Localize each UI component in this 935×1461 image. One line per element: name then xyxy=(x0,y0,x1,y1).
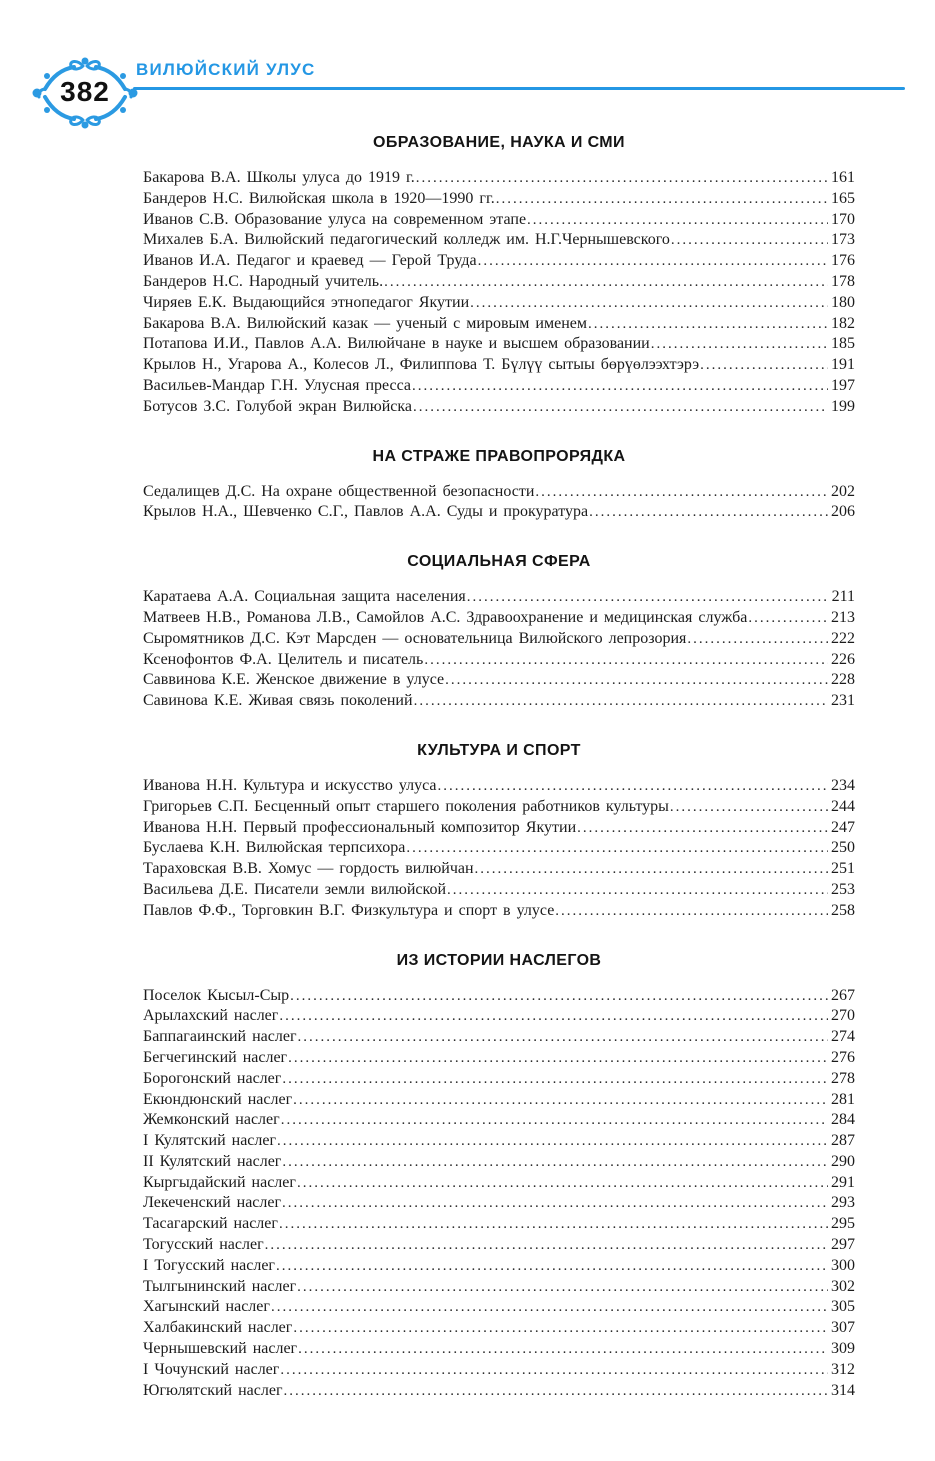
toc-entry xyxy=(143,1339,855,1360)
toc-entry-title: II Кулятский наслег xyxy=(143,1152,282,1170)
toc-entry xyxy=(143,859,855,880)
dot-leader xyxy=(282,1193,828,1214)
toc-entry-title: Седалищев Д.С. На охране общественной безопасности xyxy=(143,482,535,500)
toc-entry xyxy=(143,818,855,839)
toc-entry-page: 165 xyxy=(831,189,855,207)
toc-entry-title: Иванов С.В. Образование улуса на современном этапе xyxy=(143,210,527,228)
toc-entry-title: Сыромятников Д.С. Кэт Марсден — основательница Вилюйского лепрозория xyxy=(143,629,687,647)
dot-leader xyxy=(265,1235,828,1256)
dot-leader xyxy=(414,691,828,712)
toc-entry xyxy=(143,1256,855,1277)
toc-entry-page: 251 xyxy=(831,860,855,878)
toc-entry xyxy=(143,1027,855,1048)
toc-entry-title: Павлов Ф.Ф., Торговкин В.Г. Физкультура и спорт в улусе xyxy=(143,901,555,919)
toc-entry-title: Тылгынинский наслег xyxy=(143,1277,297,1295)
toc-entry-page: 295 xyxy=(831,1215,855,1233)
toc-entry xyxy=(143,1360,855,1381)
dot-leader xyxy=(467,587,828,608)
toc-entry xyxy=(143,650,855,671)
toc-entry-title: Васильев-Мандар Г.Н. Улусная пресса xyxy=(143,376,412,394)
toc-entry-title: Бакарова В.А. Вилюйский казак — ученый с мировым именем xyxy=(143,314,587,332)
toc-entry-page: 278 xyxy=(831,1069,855,1087)
toc-entry xyxy=(143,168,855,189)
toc-entry-title: Чернышевский наслег xyxy=(143,1340,298,1358)
toc-entry-page: 281 xyxy=(831,1090,855,1108)
dot-leader xyxy=(279,1006,828,1027)
running-title: ВИЛЮЙСКИЙ УЛУС xyxy=(136,60,316,79)
toc-entry-page: 291 xyxy=(831,1173,855,1191)
toc-entry-page: 197 xyxy=(831,376,855,394)
dot-leader xyxy=(297,1277,828,1298)
toc-entry-page: 211 xyxy=(831,588,855,606)
toc-entry-title: Ботусов З.С. Голубой экран Вилюйска xyxy=(143,397,412,415)
toc-entry xyxy=(143,986,855,1007)
toc-entry-page: 297 xyxy=(831,1236,855,1254)
toc-entry xyxy=(143,272,855,293)
toc-entry-page: 228 xyxy=(831,671,855,689)
toc-entry-title: Савинова К.Е. Живая связь поколений xyxy=(143,692,413,710)
toc-entry-page: 226 xyxy=(831,650,855,668)
toc-entry-page: 182 xyxy=(831,314,855,332)
toc-entry xyxy=(143,1006,855,1027)
page-number: 382 xyxy=(60,76,110,107)
toc-entry-page: 267 xyxy=(831,986,855,1004)
toc-entry-title: Григорьев С.П. Бесценный опыт старшего поколения работников культуры xyxy=(143,797,669,815)
toc-entry-title: Кыргыдайский наслег xyxy=(143,1173,296,1191)
toc-entry-title: Матвеев Н.В., Романова Л.В., Самойлов А.С. Здравоохранение и медицинская служба xyxy=(143,608,748,626)
toc-entry-title: Бандеров Н.С. Народный учитель. xyxy=(143,272,384,290)
dot-leader xyxy=(282,1152,828,1173)
toc-entry-title: Борогонский наслег xyxy=(143,1069,282,1087)
toc-entry-page: 180 xyxy=(831,293,855,311)
toc-entry xyxy=(143,397,855,418)
toc-entry xyxy=(143,210,855,231)
section-heading: СОЦИАЛЬНАЯ СФЕРА xyxy=(407,553,591,571)
toc-entry-title: I Чочунский наслег xyxy=(143,1360,280,1378)
toc-entry-title: Потапова И.И., Павлов А.А. Вилюйчане в науке и высшем образовании xyxy=(143,335,650,353)
toc-entry xyxy=(143,1277,855,1298)
dot-leader xyxy=(527,210,828,231)
toc-entry-page: 170 xyxy=(831,210,855,228)
toc-entry-title: I Кулятский наслег xyxy=(143,1132,277,1150)
toc-entry-title: I Тогусский наслег xyxy=(143,1256,275,1274)
toc-entry-page: 191 xyxy=(831,356,855,374)
toc-entry-title: Крылов Н., Угарова А., Колесов Л., Филиппова Т. Бүлүү сытыы бөрүөлээхтэрэ xyxy=(143,356,700,374)
toc-entry xyxy=(143,355,855,376)
toc-entry-title: Тогусский наслег xyxy=(143,1236,264,1254)
toc-entry xyxy=(143,629,855,650)
toc-entry-page: 178 xyxy=(831,272,855,290)
toc-entry-page: 300 xyxy=(831,1256,855,1274)
toc-entry-page: 213 xyxy=(831,608,855,626)
toc-entry-page: 253 xyxy=(831,880,855,898)
section-heading: НА СТРАЖЕ ПРАВОПРОРЯДКА xyxy=(372,447,626,465)
dot-leader xyxy=(293,1318,828,1339)
toc-entry xyxy=(143,1069,855,1090)
toc-entry xyxy=(143,1297,855,1318)
toc-entry-page: 173 xyxy=(831,231,855,249)
toc-entry-title: Тараховская В.В. Хомус — гордость вилюйчан xyxy=(143,860,474,878)
toc-entry xyxy=(143,1318,855,1339)
dot-leader xyxy=(447,880,828,901)
toc-entry xyxy=(143,1173,855,1194)
dot-leader xyxy=(671,230,828,251)
dot-leader xyxy=(470,293,828,314)
toc-entry-title: Поселок Кысыл-Сыр xyxy=(143,986,290,1004)
toc-entry-page: 234 xyxy=(831,776,855,794)
toc-entry-title: Арылахский наслег xyxy=(143,1007,279,1025)
toc-entry-title: Екюндюнский наслег xyxy=(143,1090,293,1108)
toc-entry-title: Чиряев Е.К. Выдающийся этнопедагог Якутии xyxy=(143,293,470,311)
toc-entry xyxy=(143,1131,855,1152)
toc-entry xyxy=(143,293,855,314)
toc-entry-page: 250 xyxy=(831,839,855,857)
toc-entry xyxy=(143,1214,855,1235)
dot-leader xyxy=(589,502,828,523)
dot-leader xyxy=(445,670,828,691)
toc-entry xyxy=(143,1235,855,1256)
toc-entry xyxy=(143,901,855,922)
toc-entry xyxy=(143,314,855,335)
section-heading: КУЛЬТУРА И СПОРТ xyxy=(417,741,581,759)
toc-entry-title: Югюлятский наслег xyxy=(143,1381,283,1399)
toc-entry-title: Иванова Н.Н. Первый профессиональный композитор Якутии xyxy=(143,818,577,836)
toc-entry xyxy=(143,608,855,629)
dot-leader xyxy=(496,189,828,210)
dot-leader xyxy=(288,1048,828,1069)
toc-entry-title: Баппагаинский наслег xyxy=(143,1028,297,1046)
toc-entry-page: 199 xyxy=(831,397,855,415)
toc-entry-page: 314 xyxy=(831,1381,855,1399)
dot-leader xyxy=(687,629,828,650)
dot-leader xyxy=(297,1173,828,1194)
dot-leader xyxy=(475,859,828,880)
table-of-contents xyxy=(143,132,855,1401)
toc-entry-title: Михалев Б.А. Вилюйский педагогический колледж им. Н.Г.Чернышевского xyxy=(143,231,670,249)
toc-entry-page: 176 xyxy=(831,252,855,270)
dot-leader xyxy=(588,314,828,335)
page-number-badge xyxy=(30,56,140,130)
toc-entry xyxy=(143,1152,855,1173)
dot-leader xyxy=(748,608,828,629)
toc-entry-page: 185 xyxy=(831,335,855,353)
dot-leader xyxy=(670,797,828,818)
toc-entry xyxy=(143,482,855,503)
dot-leader xyxy=(416,168,828,189)
toc-entry xyxy=(143,251,855,272)
toc-entry-title: Лекеченский наслег xyxy=(143,1194,282,1212)
toc-entry-page: 290 xyxy=(831,1152,855,1170)
dot-leader xyxy=(555,901,828,922)
toc-entry xyxy=(143,691,855,712)
toc-entry xyxy=(143,797,855,818)
toc-entry-page: 206 xyxy=(831,503,855,521)
dot-leader xyxy=(276,1256,828,1277)
toc-entry-title: Крылов Н.А., Шевченко С.Г., Павлов А.А. Суды и прокуратура xyxy=(143,503,589,521)
toc-entry-page: 244 xyxy=(831,797,855,815)
toc-entry-title: Халбакинский наслег xyxy=(143,1319,293,1337)
toc-entry xyxy=(143,880,855,901)
dot-leader xyxy=(282,1069,828,1090)
dot-leader xyxy=(293,1090,828,1111)
toc-entry xyxy=(143,776,855,797)
toc-entry-page: 258 xyxy=(831,901,855,919)
dot-leader xyxy=(438,776,828,797)
dot-leader xyxy=(406,838,828,859)
section-heading: ИЗ ИСТОРИИ НАСЛЕГОВ xyxy=(396,951,602,969)
toc-entry-page: 247 xyxy=(831,818,855,836)
dot-leader xyxy=(413,397,828,418)
dot-leader xyxy=(535,482,828,503)
toc-entry-title: Бегчегинский наслег xyxy=(143,1048,288,1066)
toc-entry-title: Каратаева А.А. Социальная защита населения xyxy=(143,588,466,606)
toc-entry-page: 309 xyxy=(831,1340,855,1358)
dot-leader xyxy=(284,1381,828,1402)
section-heading: ОБРАЗОВАНИЕ, НАУКА И СМИ xyxy=(373,134,625,151)
toc-entry xyxy=(143,670,855,691)
toc-entry-title: Жемконский наслег xyxy=(143,1111,280,1129)
dot-leader xyxy=(424,650,828,671)
dot-leader xyxy=(279,1214,828,1235)
toc-entry-title: Тасагарский наслег xyxy=(143,1215,278,1233)
toc-entry xyxy=(143,1381,855,1402)
toc-entry-page: 274 xyxy=(831,1028,855,1046)
dot-leader xyxy=(384,272,828,293)
toc-entry-page: 270 xyxy=(831,1007,855,1025)
toc-entry-page: 312 xyxy=(831,1360,855,1378)
toc-entry xyxy=(143,376,855,397)
toc-entry-page: 161 xyxy=(831,169,855,186)
toc-entry-page: 231 xyxy=(831,692,855,710)
toc-entry-page: 284 xyxy=(831,1111,855,1129)
toc-entry-title: Иванова Н.Н. Культура и искусство улуса xyxy=(143,776,437,794)
dot-leader xyxy=(271,1297,828,1318)
toc-entry xyxy=(143,1048,855,1069)
toc-entry-title: Иванов И.А. Педагог и краевед — Герой Труда xyxy=(143,252,477,270)
toc-entry-page: 222 xyxy=(831,629,855,647)
dot-leader xyxy=(478,251,828,272)
toc-entry-page: 287 xyxy=(831,1132,855,1150)
toc-entry-title: Саввинова К.Е. Женское движение в улусе xyxy=(143,671,445,689)
toc-entry-page: 276 xyxy=(831,1048,855,1066)
dot-leader xyxy=(280,1360,828,1381)
toc-entry-title: Бакарова В.А. Школы улуса до 1919 г. xyxy=(143,169,415,186)
dot-leader xyxy=(651,334,828,355)
toc-entry-page: 307 xyxy=(831,1319,855,1337)
toc-entry-page: 302 xyxy=(831,1277,855,1295)
toc-entry xyxy=(143,1110,855,1131)
dot-leader xyxy=(577,818,828,839)
toc-entry xyxy=(143,587,855,608)
dot-leader xyxy=(412,376,828,397)
toc-entry-page: 202 xyxy=(831,482,855,500)
toc-entry-title: Васильева Д.Е. Писатели земли вилюйской xyxy=(143,880,447,898)
dot-leader xyxy=(277,1131,828,1152)
header-rule xyxy=(133,87,905,90)
toc-entry-title: Бандеров Н.С. Вилюйская школа в 1920—1990 гг. xyxy=(143,189,495,207)
dot-leader xyxy=(298,1339,828,1360)
toc-entry xyxy=(143,1090,855,1111)
toc-entry xyxy=(143,1193,855,1214)
toc-entry-page: 305 xyxy=(831,1298,855,1316)
dot-leader xyxy=(281,1110,828,1131)
dot-leader xyxy=(298,1027,828,1048)
toc-entry-title: Ксенофонтов Ф.А. Целитель и писатель xyxy=(143,650,424,668)
toc-entry-title: Хагынский наслег xyxy=(143,1298,270,1316)
dot-leader xyxy=(290,986,828,1007)
toc-entry-title: Буслаева К.Н. Вилюйская терпсихора xyxy=(143,839,406,857)
toc-entry xyxy=(143,189,855,210)
toc-entry-page: 293 xyxy=(831,1194,855,1212)
toc-entry xyxy=(143,502,855,523)
toc-entry xyxy=(143,838,855,859)
toc-entry xyxy=(143,230,855,251)
dot-leader xyxy=(700,355,828,376)
toc-entry xyxy=(143,334,855,355)
